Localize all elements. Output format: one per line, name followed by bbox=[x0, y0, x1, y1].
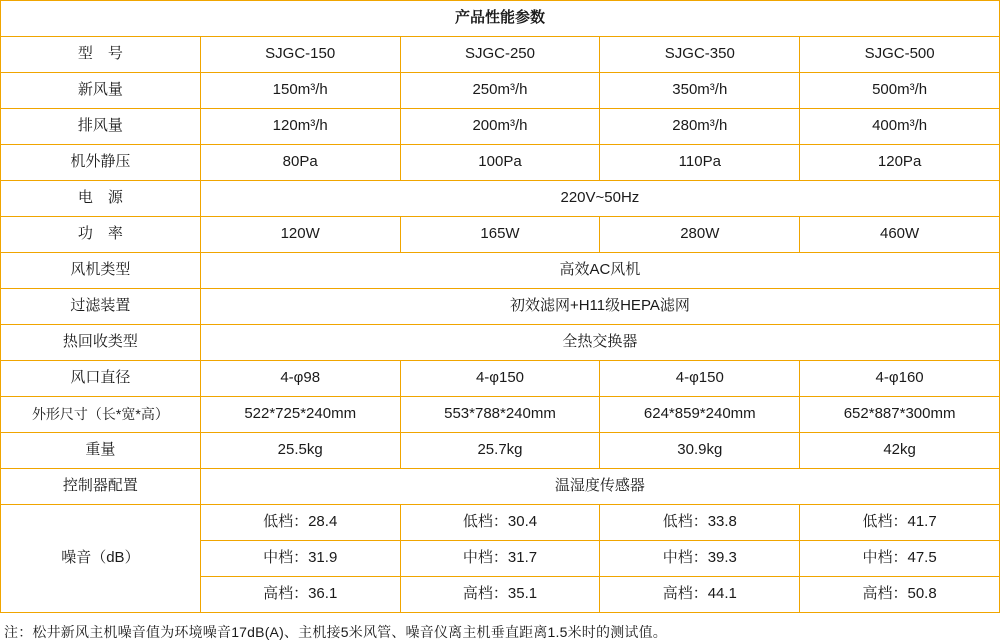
cell-static-pressure-350: 110Pa bbox=[600, 145, 800, 181]
cell-dimensions-350: 624*859*240mm bbox=[600, 397, 800, 433]
cell-airflow-supply-500: 500m³/h bbox=[800, 73, 1000, 109]
cell-power-350: 280W bbox=[600, 217, 800, 253]
cell-power-supply: 220V~50Hz bbox=[200, 181, 999, 217]
cell-airflow-exhaust-500: 400m³/h bbox=[800, 109, 1000, 145]
cell-dimensions-150: 522*725*240mm bbox=[200, 397, 400, 433]
cell-duct-diameter-350: 4-φ150 bbox=[600, 361, 800, 397]
cell-static-pressure-250: 100Pa bbox=[400, 145, 600, 181]
cell-dimensions-250: 553*788*240mm bbox=[400, 397, 600, 433]
cell-duct-diameter-250: 4-φ150 bbox=[400, 361, 600, 397]
cell-weight-350: 30.9kg bbox=[600, 433, 800, 469]
table-row-model bbox=[1, 37, 1000, 73]
footnote: 注：松井新风主机噪音值为环境噪音17dB(A)、主机接5米风管、噪音仪离主机垂直距离1.5米时的测试值。 bbox=[4, 624, 668, 640]
cell-airflow-supply-150: 150m³/h bbox=[200, 73, 400, 109]
cell-weight-250: 25.7kg bbox=[400, 433, 600, 469]
cell-noise-low-500: 低档：41.7 bbox=[800, 505, 1000, 541]
cell-controller: 温湿度传感器 bbox=[200, 469, 999, 505]
page-title: 产品性能参数 bbox=[1, 1, 1000, 37]
table-row-duct-diameter bbox=[1, 361, 1000, 397]
cell-power-500: 460W bbox=[800, 217, 1000, 253]
model-250: SJGC-250 bbox=[400, 37, 600, 73]
cell-filter: 初效滤网+H11级HEPA滤网 bbox=[200, 289, 999, 325]
cell-dimensions-500: 652*887*300mm bbox=[800, 397, 1000, 433]
cell-noise-low-350: 低档：33.8 bbox=[600, 505, 800, 541]
row-label-filter: 过滤装置 bbox=[1, 289, 201, 325]
row-label-power-supply: 电 源 bbox=[1, 181, 201, 217]
row-label-power: 功 率 bbox=[1, 217, 201, 253]
cell-noise-high-350: 高档：44.1 bbox=[600, 577, 800, 613]
row-label-static-pressure: 机外静压 bbox=[1, 145, 201, 181]
cell-noise-high-150: 高档：36.1 bbox=[200, 577, 400, 613]
row-label-airflow-supply: 新风量 bbox=[1, 73, 201, 109]
cell-weight-500: 42kg bbox=[800, 433, 1000, 469]
row-label-model: 型 号 bbox=[1, 37, 201, 73]
cell-noise-low-150: 低档：28.4 bbox=[200, 505, 400, 541]
row-label-fan-type: 风机类型 bbox=[1, 253, 201, 289]
cell-duct-diameter-500: 4-φ160 bbox=[800, 361, 1000, 397]
cell-static-pressure-500: 120Pa bbox=[800, 145, 1000, 181]
cell-airflow-supply-350: 350m³/h bbox=[600, 73, 800, 109]
row-label-noise: 噪音（dB） bbox=[1, 505, 201, 613]
table-row-static-pressure bbox=[1, 145, 1000, 181]
table-title-row bbox=[1, 1, 1000, 37]
row-label-duct-diameter: 风口直径 bbox=[1, 361, 201, 397]
cell-noise-mid-150: 中档：31.9 bbox=[200, 541, 400, 577]
model-350: SJGC-350 bbox=[600, 37, 800, 73]
row-label-airflow-exhaust: 排风量 bbox=[1, 109, 201, 145]
cell-airflow-exhaust-250: 200m³/h bbox=[400, 109, 600, 145]
table-row-noise-low bbox=[1, 505, 1000, 541]
cell-airflow-supply-250: 250m³/h bbox=[400, 73, 600, 109]
row-label-controller: 控制器配置 bbox=[1, 469, 201, 505]
table-row-weight bbox=[1, 433, 1000, 469]
cell-noise-low-250: 低档：30.4 bbox=[400, 505, 600, 541]
cell-noise-high-250: 高档：35.1 bbox=[400, 577, 600, 613]
cell-heat-recovery: 全热交换器 bbox=[200, 325, 999, 361]
cell-static-pressure-150: 80Pa bbox=[200, 145, 400, 181]
table-row-filter bbox=[1, 289, 1000, 325]
cell-duct-diameter-150: 4-φ98 bbox=[200, 361, 400, 397]
cell-weight-150: 25.5kg bbox=[200, 433, 400, 469]
cell-fan-type: 高效AC风机 bbox=[200, 253, 999, 289]
cell-airflow-exhaust-350: 280m³/h bbox=[600, 109, 800, 145]
table-row-airflow-supply bbox=[1, 73, 1000, 109]
table-row-power bbox=[1, 217, 1000, 253]
table-row-dimensions bbox=[1, 397, 1000, 433]
row-label-weight: 重量 bbox=[1, 433, 201, 469]
cell-power-250: 165W bbox=[400, 217, 600, 253]
table-row-airflow-exhaust bbox=[1, 109, 1000, 145]
cell-noise-high-500: 高档：50.8 bbox=[800, 577, 1000, 613]
cell-noise-mid-500: 中档：47.5 bbox=[800, 541, 1000, 577]
cell-noise-mid-250: 中档：31.7 bbox=[400, 541, 600, 577]
table-row-fan-type bbox=[1, 253, 1000, 289]
table-row-controller bbox=[1, 469, 1000, 505]
table-row-power-supply bbox=[1, 181, 1000, 217]
model-500: SJGC-500 bbox=[800, 37, 1000, 73]
cell-power-150: 120W bbox=[200, 217, 400, 253]
model-150: SJGC-150 bbox=[200, 37, 400, 73]
cell-noise-mid-350: 中档：39.3 bbox=[600, 541, 800, 577]
cell-airflow-exhaust-150: 120m³/h bbox=[200, 109, 400, 145]
table-row-heat-recovery bbox=[1, 325, 1000, 361]
row-label-dimensions: 外形尺寸（长*宽*高） bbox=[1, 397, 201, 433]
row-label-heat-recovery: 热回收类型 bbox=[1, 325, 201, 361]
